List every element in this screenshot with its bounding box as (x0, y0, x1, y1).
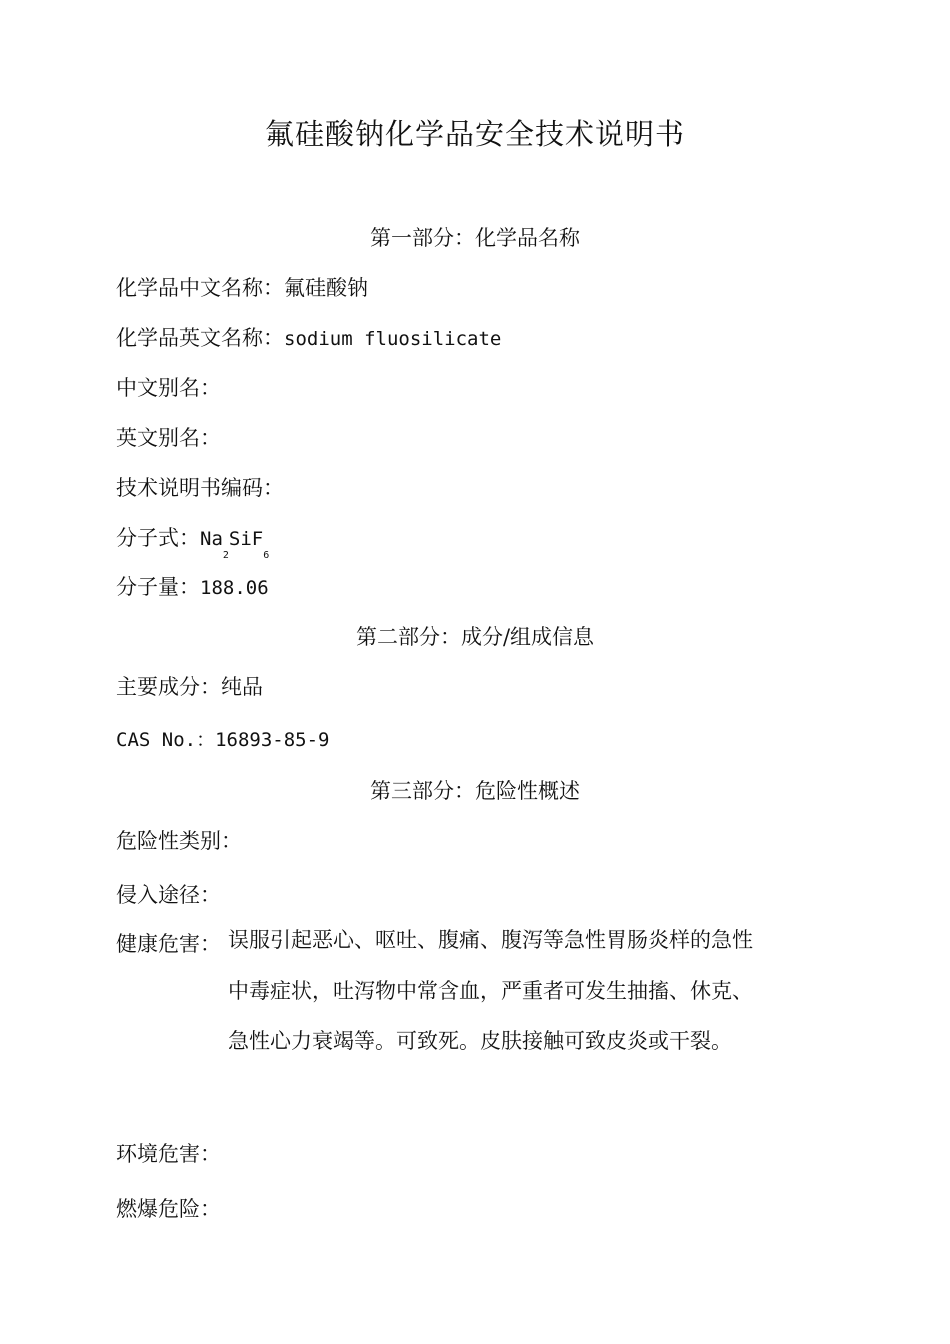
fire-explosion-hazard: 燃爆危险： (116, 1197, 221, 1221)
formula-label: 分子式： (116, 526, 200, 550)
chinese-alias: 中文别名： (116, 376, 221, 400)
environment-hazard: 环境危害： (116, 1142, 221, 1166)
health-hazard-text: 误服引起恶心、呕吐、腹痛、腹泻等急性胃肠炎样的急性中毒症状，吐泻物中常含血，严重者可发生抽搐、休克、急性心力衰竭等。可致死。皮肤接触可致皮炎或干裂。 (228, 928, 753, 1053)
english-alias: 英文别名： (116, 426, 221, 450)
formula-value (200, 528, 270, 561)
section-2-heading: 第二部分：成分/组成信息 (355, 625, 595, 649)
entry-route: 侵入途径： (116, 883, 221, 907)
formula-sif: SiF (228, 528, 264, 550)
english-name-label: 化学品英文名称： (116, 326, 284, 350)
formula-na: Na (200, 528, 223, 550)
hazard-class: 危险性类别： (116, 829, 242, 853)
english-name-value: sodium fluosilicate (284, 328, 502, 350)
cas-label: CAS No.： (116, 729, 216, 751)
health-hazard-label: 健康危害： (116, 932, 221, 956)
spec-code: 技术说明书编码： (116, 476, 284, 500)
section-1-heading: 第一部分：化学品名称 (370, 226, 580, 250)
chinese-name: 化学品中文名称：氟硅酸钠 (116, 276, 368, 300)
molecular-formula (116, 522, 270, 561)
molecular-weight (116, 571, 269, 601)
document-title: 氟硅酸钠化学品安全技术说明书 (264, 117, 685, 151)
cas-number (116, 725, 329, 752)
section-3-heading: 第三部分：危险性概述 (370, 779, 580, 803)
mw-label: 分子量： (116, 575, 200, 599)
formula-f-subscript: 6 (263, 550, 270, 561)
mw-value: 188.06 (200, 577, 269, 599)
main-component: 主要成分：纯品 (116, 675, 263, 699)
cas-value: 16893-85-9 (215, 729, 330, 751)
formula-na-subscript: 2 (222, 550, 229, 561)
english-name (116, 322, 501, 352)
